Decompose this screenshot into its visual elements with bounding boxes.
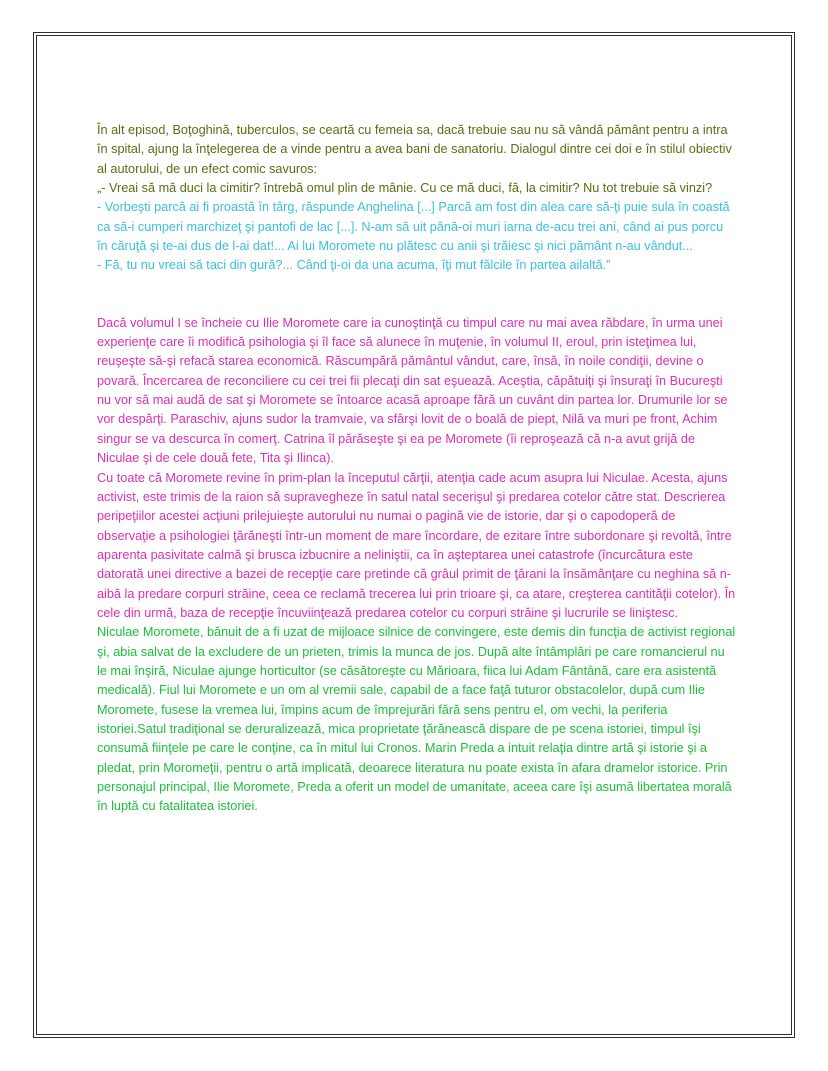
magenta-paragraph-niculae: Cu toate că Moromete revine în prim-plan la începutul cărţii, atenţia cade acum asupra lui Niculae. Acesta, ajuns activist, este trimis de la raion să supravegheze în satul natal secerişul şi predarea cotelor către stat. Descrierea peripeţiilor acestei acţiuni prilejuieşte autorului nu numai o pagină vie de istorie, dar şi o capodoperă de observaţie a psihologiei ţărăneşti într-un moment de mare încordare, de ezitare între subordonare şi revoltă, între aparenta pasivitate calmă şi brusca izbucnire a neliniştii, ca în aşteptarea unei catastrofe (încurcătura este datorată unei directive a bazei de recepţie care pretinde că grâul primit de ţărani la însămânţare cu neghina să n-aibă la predare corpuri străine, ceea ce reclamă trecerea lui prin trioare şi, ca atare, creşterea cantităţii cotelor). În cele din urmă, baza de recepţie încuviinţează predarea cotelor cu corpuri străine şi lucrurile se liniştesc. bbox=[97, 470, 736, 620]
olive-paragraph-dialogue: „- Vreai să mă duci la cimitir? întrebă omul plin de mânie. Cu ce mă duci, fă, la cimitir? Nu tot trebuie să vinzi? bbox=[97, 181, 713, 196]
olive-paragraph-intro: În alt episod, Boţoghină, tuberculos, se ceartă cu femeia sa, dacă trebuie sau nu să vândă pământ pentru a intra în spital, ajung la înţelegerea de a vinde pentru a avea bani de sanatoriu. Dialogul dintre cei doi e în stilul obiectiv al autorului, de un efect comic savuros: bbox=[97, 123, 732, 176]
green-paragraph-conclusion: Niculae Moromete, bănuit de a fi uzat de mijloace silnice de convingere, este demis din funcţia de activist regional şi, abia salvat de la excludere de un prieten, trimis la munca de jos. După alte întâmplări pe care romancierul nu le mai înşiră, Niculae ajunge horticultor (se căsătoreşte cu Mărioara, fiica lui Adam Fântână, care era asistentă medicală). Fiul lui Moromete e un om al vremii sale, capabil de a face faţă tuturor obstacolelor, după cum Ilie Moromete, fusese la vremea lui, împins acum de împrejurări fără sens pentru el, om vechi, la periferia istoriei.Satul tradiţional se deruralizează, mica proprietate ţărănească dispare de pe scena istoriei, timpul îşi consumă fiinţele pe care le conţine, ca în mitul lui Cronos. Marin Preda a intuit relaţia dintre artă şi istorie şi a pledat, prin Moromeţii, pentru o artă implicată, deoarece literatura nu poate exista în afara dramelor istorice. Prin personajul principal, Ilie Moromete, Preda a oferit un model de umanitate, aceea care îşi asumă libertatea morală în luptă cu fatalitatea istoriei. bbox=[97, 625, 736, 814]
magenta-paragraph-volume: Dacă volumul I se încheie cu Ilie Moromete care ia cunoştinţă cu timpul care nu mai avea răbdare, în urma unei experienţe care îi modifică psihologia şi îl face să alunece în muţenie, în volumul II, eroul, prin isteţimea lui, reuşeşte să-şi refacă starea economică. Răscumpără pământul vândut, care, însă, în noile condiţii, devine o povară. Încercarea de reconciliere cu cei trei fii plecaţi din sat eşuează. Aceştia, căpătuiţi şi însuraţi în Bucureşti nu vor să mai audă de sat şi Moromete se întoarce acasă aproape fără un cuvânt din partea lor. Drumurile lor se vor despărţi. Paraschiv, ajuns sudor la tramvaie, va sfârşi lovit de o boală de piept, Nilă va muri pe front, Achim singur se va descurca în comerţ. Catrina îl părăseşte şi ea pe Moromete (îi reproşează că n-a avut grijă de Niculae şi de cele două fete, Tita şi Ilinca). bbox=[97, 315, 728, 466]
document-body bbox=[97, 121, 737, 817]
cyan-paragraph-reply: - Fă, tu nu vreai să taci din gură?... Când ţi-oi da una acuma, îţi mut fălcile în partea ailaltă.” bbox=[97, 258, 611, 273]
paragraph-spacer bbox=[97, 276, 737, 314]
cyan-paragraph-anghelina: - Vorbeşti parcă ai fi proastă în târg, răspunde Anghelina [...] Parcă am fost din alea care să-ţi puie sula în coastă ca să-i cumperi marchizeţ şi pantofi de lac [...]. N-am să uit până-oi muri iarna de-acu trei ani, când ai pus porcu în căruţă şi te-ai dus de l-ai dat!... Ai lui Moromete nu plătesc cu anii şi trăiesc şi nici pământ n-au vândut... bbox=[97, 200, 730, 254]
